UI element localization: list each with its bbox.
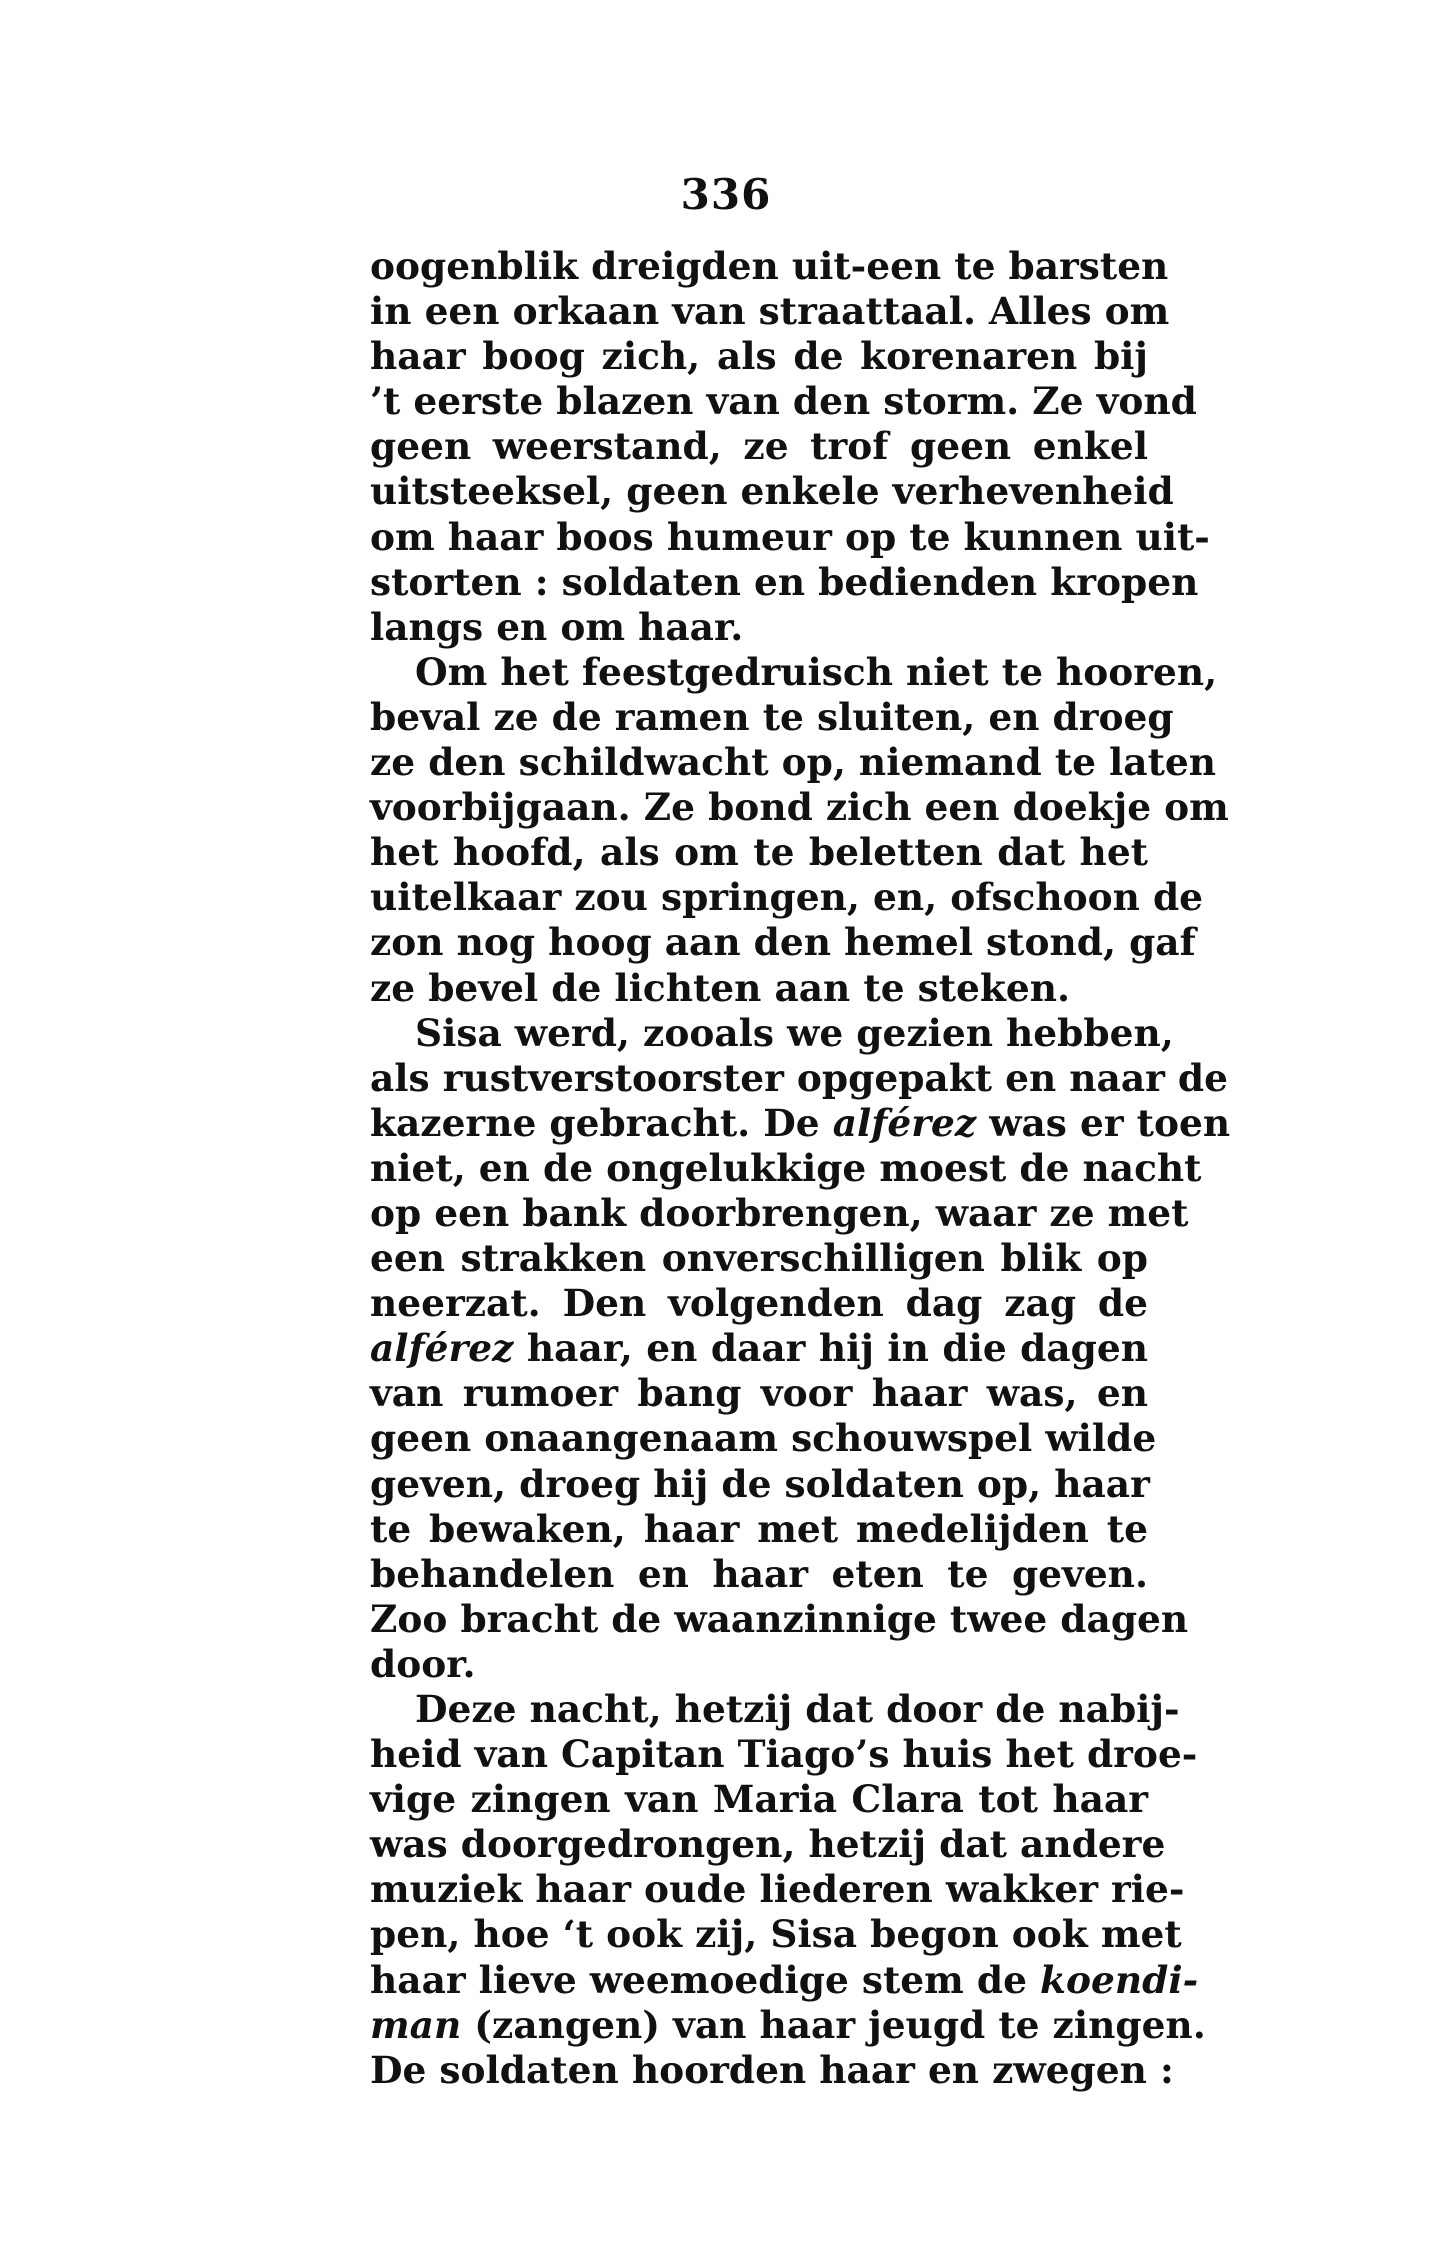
- text-segment: (zangen) van haar jeugd te zingen.: [461, 2002, 1206, 2047]
- text-segment: oogenblik dreigden uit-een te barsten: [370, 244, 1169, 288]
- text-line: [370, 1055, 1229, 1101]
- text-line: [370, 1687, 1180, 1732]
- text-segment: was doorgedrongen, hetzij dat andere: [370, 1822, 1166, 1867]
- text-segment: ze den schildwacht op, niemand te laten: [370, 740, 1217, 785]
- text-segment: ze bevel de lichten aan te steken.: [370, 965, 1071, 1010]
- text-line: [370, 1596, 1189, 1642]
- text-line: [370, 740, 1217, 785]
- text-line: [370, 1145, 1202, 1191]
- text-segment: muziek haar oude liederen wakker rie-: [370, 1867, 1185, 1912]
- text-segment: voorbijgaan. Ze bond zich een doekje om: [370, 785, 1229, 830]
- text-segment: haar lieve weemoedige stem de: [370, 1957, 1041, 2002]
- text-line: [370, 334, 1148, 379]
- text-line: [370, 966, 1148, 1011]
- paragraph: [370, 244, 1210, 650]
- text-segment: van rumoer bang voor haar was, en: [370, 1371, 1148, 1416]
- italic-text: alférez: [832, 1100, 977, 1145]
- italic-text: koendi-: [1040, 1957, 1199, 2002]
- text-segment: vige zingen van Maria Clara tot haar: [370, 1777, 1148, 1822]
- text-line: [370, 1281, 1148, 1326]
- text-segment: haar boog zich, als de korenaren bij: [370, 334, 1148, 379]
- text-line: [370, 289, 1170, 334]
- italic-text: alférez: [370, 1326, 514, 1371]
- text-segment: haar, en daar hij in die dagen: [513, 1326, 1148, 1371]
- text-line: [370, 1100, 1231, 1146]
- text-segment: op een bank doorbrengen, waar ze met: [370, 1190, 1189, 1235]
- text-segment: in een orkaan van straattaal. Alles om: [370, 289, 1170, 334]
- text-line: [370, 2047, 1174, 2093]
- text-line: [370, 1912, 1182, 1957]
- text-line: [370, 785, 1229, 830]
- text-line: [370, 1957, 1199, 2003]
- text-line: [370, 920, 1196, 965]
- text-line: [370, 1326, 1148, 1371]
- text-segment: heid van Capitan Tiago’s huis het droe-: [370, 1732, 1198, 1777]
- text-line: [370, 1867, 1185, 1912]
- text-line: [370, 244, 1169, 289]
- text-line: [370, 379, 1197, 424]
- text-segment: een strakken onverschilligen blik op: [370, 1236, 1148, 1281]
- text-line: [370, 1371, 1148, 1416]
- text-line: [370, 605, 1148, 650]
- text-line: [370, 649, 1218, 695]
- text-segment: was er toen: [976, 1100, 1231, 1145]
- text-segment: Deze nacht, hetzij dat door de nabij-: [415, 1687, 1180, 1731]
- text-segment: Sisa werd, zooals we gezien hebben,: [415, 1010, 1174, 1055]
- text-line: [370, 469, 1174, 514]
- text-line: [370, 514, 1210, 560]
- text-segment: geen weerstand, ze trof geen enkel: [370, 424, 1148, 469]
- text-line: [370, 1777, 1148, 1822]
- text-segment: als rustverstoorster opgepakt en naar de: [370, 1055, 1229, 1100]
- text-line: [370, 2002, 1206, 2048]
- text-segment: niet, en de ongelukkige moest de nacht: [370, 1145, 1202, 1190]
- body-text: [370, 244, 1231, 2093]
- text-segment: uitsteeksel, geen enkele verhevenheid: [370, 469, 1174, 514]
- text-segment: neerzat. Den volgenden dag zag de: [370, 1281, 1148, 1326]
- text-segment: Om het feestgedruisch niet te hooren,: [415, 649, 1218, 694]
- text-segment: Zoo bracht de waanzinnige twee dagen: [370, 1596, 1189, 1641]
- text-line: [370, 830, 1148, 875]
- text-line: [370, 1190, 1189, 1236]
- text-segment: door.: [370, 1641, 476, 1686]
- text-segment: geven, droeg hij de soldaten op, haar: [370, 1461, 1150, 1506]
- text-line: [370, 875, 1204, 920]
- text-segment: kazerne gebracht. De: [370, 1100, 833, 1145]
- text-line: [370, 1462, 1148, 1507]
- text-line: [370, 1010, 1174, 1056]
- text-line: [370, 694, 1174, 740]
- text-segment: het hoofd, als om te beletten dat het: [370, 830, 1148, 875]
- text-segment: zon nog hoog aan den hemel stond, gaf: [370, 920, 1196, 965]
- text-line: [370, 1732, 1198, 1777]
- paragraph: [370, 1010, 1231, 1687]
- text-segment: uitelkaar zou springen, en, ofschoon de: [370, 875, 1204, 920]
- paragraph: [370, 1687, 1206, 2093]
- text-segment: om haar boos humeur op te kunnen uit-: [370, 514, 1210, 559]
- text-segment: behandelen en haar eten te geven.: [370, 1551, 1148, 1596]
- text-line: [370, 1236, 1148, 1281]
- text-line: [370, 1822, 1166, 1867]
- text-line: [370, 1552, 1148, 1597]
- text-segment: te bewaken, haar met medelijden te: [370, 1506, 1148, 1551]
- text-segment: beval ze de ramen te sluiten, en droeg: [370, 694, 1174, 739]
- page-number: 336: [680, 170, 772, 219]
- text-segment: pen, hoe ‘t ook zij, Sisa begon ook met: [370, 1912, 1182, 1957]
- text-line: [370, 1642, 1148, 1687]
- text-line: [370, 559, 1199, 605]
- paragraph: [370, 649, 1229, 1011]
- text-segment: langs en om haar.: [370, 604, 744, 649]
- italic-text: man: [370, 2002, 462, 2047]
- text-segment: geen onaangenaam schouwspel wilde: [370, 1416, 1157, 1461]
- text-line: [370, 1507, 1148, 1552]
- text-line: [370, 424, 1148, 469]
- text-segment: ’t eerste blazen van den storm. Ze vond: [370, 379, 1197, 424]
- text-line: [370, 1416, 1157, 1461]
- text-segment: storten : soldaten en bedienden kropen: [370, 559, 1199, 604]
- text-segment: De soldaten hoorden haar en zwegen :: [370, 2047, 1174, 2092]
